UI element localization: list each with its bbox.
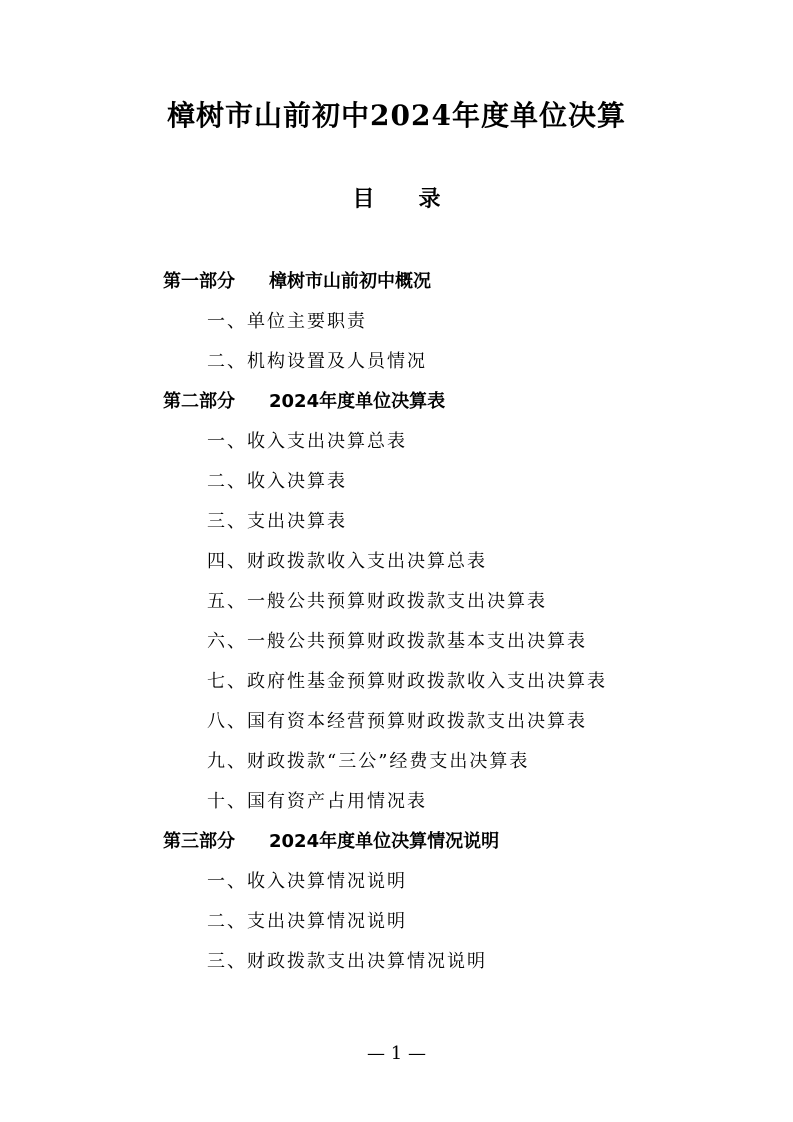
table-of-contents xyxy=(0,262,793,982)
toc-item[interactable]: 三、财政拨款支出决算情况说明 xyxy=(207,951,487,972)
toc-item[interactable]: 二、收入决算表 xyxy=(207,471,347,492)
toc-item[interactable]: 三、支出决算表 xyxy=(207,511,347,532)
toc-part-3[interactable] xyxy=(0,822,793,862)
document-title: 樟树市山前初中2024年度单位决算 xyxy=(167,99,626,132)
toc-heading-right: 录 xyxy=(418,186,441,212)
toc-item[interactable]: 六、一般公共预算财政拨款基本支出决算表 xyxy=(207,631,587,652)
toc-item[interactable]: 五、一般公共预算财政拨款支出决算表 xyxy=(207,591,547,612)
toc-part-1[interactable] xyxy=(0,262,793,302)
part-title: 樟树市山前初中概况 xyxy=(269,271,431,292)
toc-item[interactable]: 九、财政拨款“三公”经费支出决算表 xyxy=(207,751,530,772)
page-number: — 1 — xyxy=(367,1043,426,1064)
toc-heading xyxy=(0,182,793,216)
part-title: 2024年度单位决算情况说明 xyxy=(269,831,500,852)
toc-item[interactable]: 一、收入决算情况说明 xyxy=(207,871,407,892)
toc-item[interactable]: 二、支出决算情况说明 xyxy=(207,911,407,932)
part-number: 第一部分 xyxy=(163,271,235,292)
toc-item[interactable]: 一、收入支出决算总表 xyxy=(207,431,407,452)
part-number: 第二部分 xyxy=(163,391,235,412)
part-title: 2024年度单位决算表 xyxy=(269,391,446,412)
toc-item[interactable]: 十、国有资产占用情况表 xyxy=(207,791,427,812)
toc-item[interactable]: 七、政府性基金预算财政拨款收入支出决算表 xyxy=(207,671,607,692)
toc-part-2[interactable] xyxy=(0,382,793,422)
toc-item[interactable]: 二、机构设置及人员情况 xyxy=(207,351,427,372)
toc-item[interactable]: 四、财政拨款收入支出决算总表 xyxy=(207,551,487,572)
toc-item[interactable]: 一、单位主要职责 xyxy=(207,311,367,332)
toc-heading-left: 目 xyxy=(352,186,375,212)
toc-item[interactable]: 八、国有资本经营预算财政拨款支出决算表 xyxy=(207,711,587,732)
part-number: 第三部分 xyxy=(163,831,235,852)
